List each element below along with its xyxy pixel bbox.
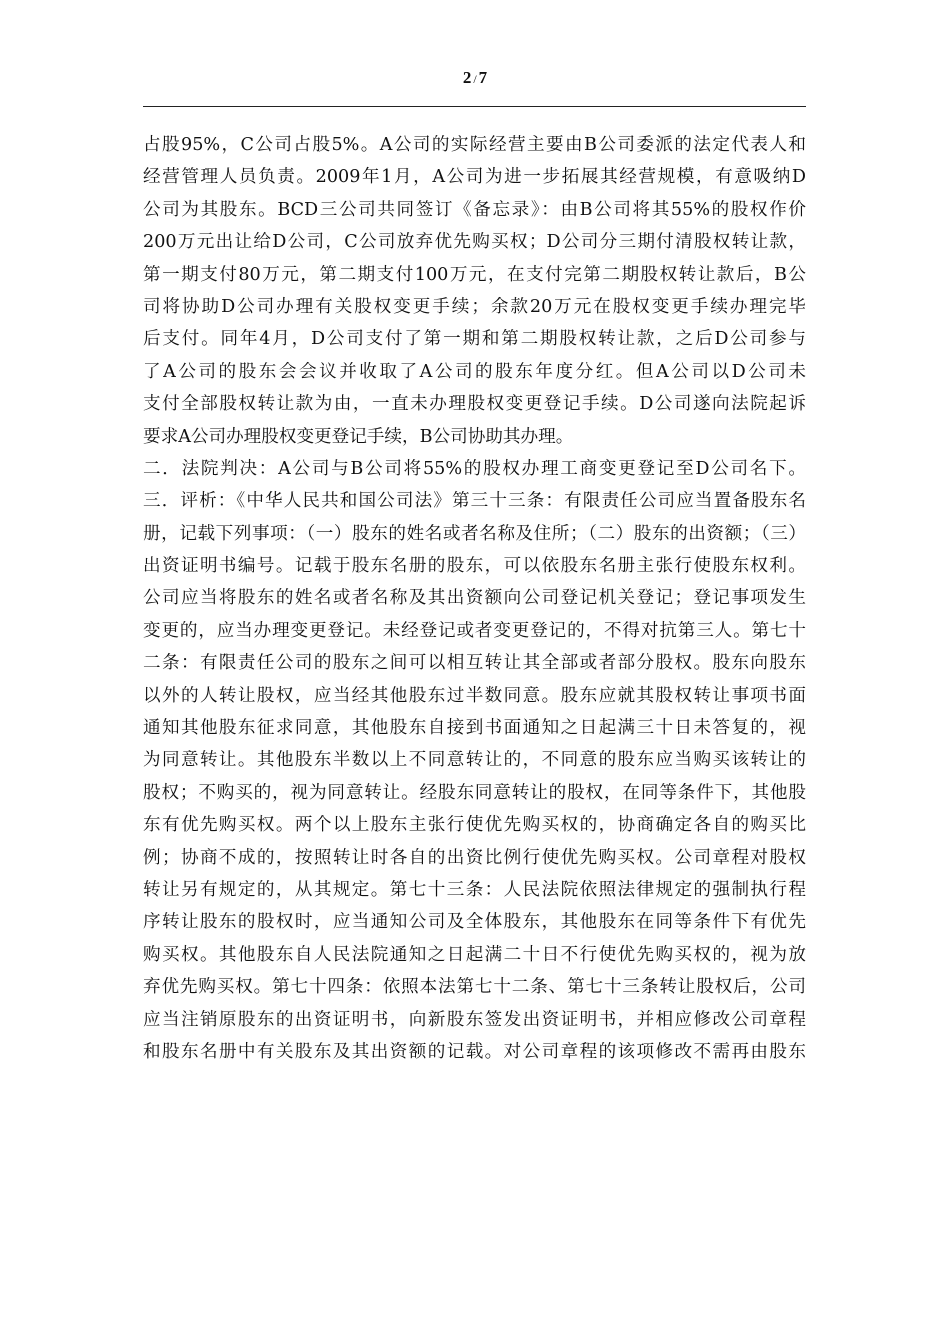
section-heading-analysis: 三．评析：《中华人民共和国公司法》第三十三条：有限责任公司应当置备股东名 — [143, 491, 806, 512]
page-number-current: 2 — [462, 68, 472, 87]
section-heading-verdict: 二．法院判决：A公司与B公司将55%的股权办理工商变更登记至D公司名下。 — [143, 458, 806, 479]
body-line: 册，记载下列事项：（一）股东的姓名或者名称及住所；（二）股东的出资额；（三） — [143, 523, 806, 544]
body-line: 司将协助D公司办理有关股权变更手续；余款20万元在股权变更手续办理完毕 — [143, 296, 806, 317]
body-line: 200万元出让给D公司，C公司放弃优先购买权；D公司分三期付清股权转让款， — [143, 232, 806, 253]
body-line: 东有优先购买权。两个以上股东主张行使优先购买权的，协商确定各自的购买比 — [143, 815, 806, 836]
body-line: 转让另有规定的，从其规定。第七十三条：人民法院依照法律规定的强制执行程 — [143, 879, 806, 900]
body-line: 要求A公司办理股权变更登记手续，B公司协助其办理。 — [143, 426, 574, 447]
body-line: 经营管理人员负责。2009年1月，A公司为进一步拓展其经营规模，有意吸纳D — [143, 167, 806, 188]
body-line: 通知其他股东征求同意，其他股东自接到书面通知之日起满三十日未答复的，视 — [143, 718, 806, 739]
body-line: 序转让股东的股权时，应当通知公司及全体股东，其他股东在同等条件下有优先 — [143, 912, 806, 933]
body-line: 应当注销原股东的出资证明书，向新股东签发出资证明书，并相应修改公司章程 — [143, 1009, 806, 1030]
body-line: 第一期支付80万元，第二期支付100万元，在支付完第二期股权转让款后，B公 — [143, 264, 806, 285]
body-line: 和股东名册中有关股东及其出资额的记载。对公司章程的该项修改不需再由股东 — [143, 1041, 806, 1062]
page-number-total: 7 — [478, 68, 488, 87]
body-line: 弃优先购买权。第七十四条：依照本法第七十二条、第七十三条转让股权后，公司 — [143, 977, 806, 998]
body-line: 公司为其股东。BCD三公司共同签订《备忘录》：由B公司将其55%的股权作价 — [143, 199, 806, 220]
body-line: 公司应当将股东的姓名或者名称及其出资额向公司登记机关登记；登记事项发生 — [143, 588, 806, 609]
page-number-separator: / — [473, 72, 477, 86]
body-line: 以外的人转让股权，应当经其他股东过半数同意。股东应就其股权转让事项书面 — [143, 685, 806, 706]
body-line: 了A公司的股东会会议并收取了A公司的股东年度分红。但A公司以D公司未 — [143, 361, 806, 382]
page-number — [0, 68, 950, 89]
body-line: 为同意转让。其他股东半数以上不同意转让的，不同意的股东应当购买该转让的 — [143, 750, 806, 771]
header-divider — [143, 106, 806, 107]
body-line: 变更的，应当办理变更登记。未经登记或者变更登记的，不得对抗第三人。第七十 — [143, 620, 806, 641]
document-body — [143, 129, 806, 1068]
body-line: 股权；不购买的，视为同意转让。经股东同意转让的股权，在同等条件下，其他股 — [143, 782, 806, 803]
body-line: 后支付。同年4月，D公司支付了第一期和第二期股权转让款，之后D公司参与 — [143, 329, 806, 350]
body-line: 购买权。其他股东自人民法院通知之日起满二十日不行使优先购买权的，视为放 — [143, 944, 806, 965]
body-line: 例；协商不成的，按照转让时各自的出资比例行使优先购买权。公司章程对股权 — [143, 847, 806, 868]
body-line: 支付全部股权转让款为由，一直未办理股权变更登记手续。D公司遂向法院起诉 — [143, 394, 806, 415]
body-line: 出资证明书编号。记载于股东名册的股东，可以依股东名册主张行使股东权利。 — [143, 556, 806, 577]
body-line: 二条：有限责任公司的股东之间可以相互转让其全部或者部分股权。股东向股东 — [143, 653, 806, 674]
body-line: 占股95%，C公司占股5%。A公司的实际经营主要由B公司委派的法定代表人和 — [143, 135, 806, 155]
